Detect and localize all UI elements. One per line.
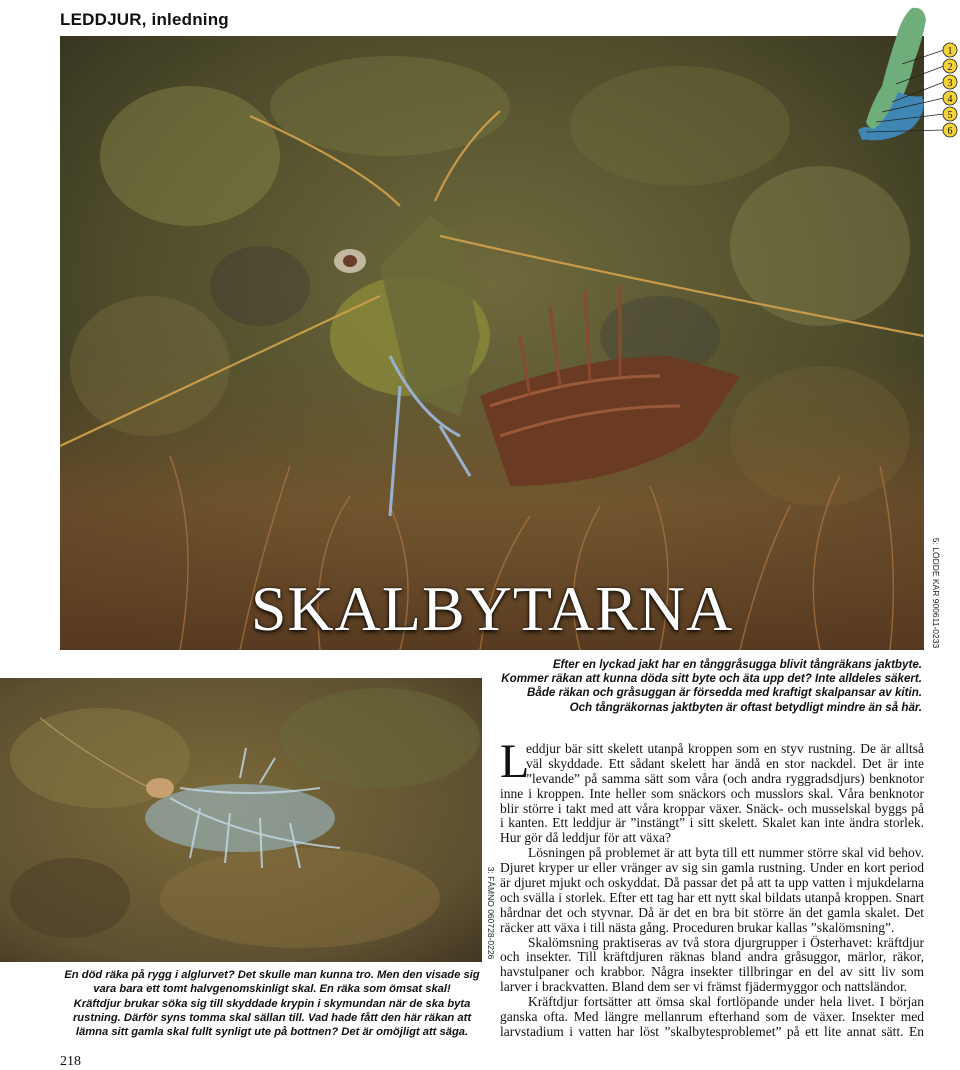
caption-line: lämna sitt gamla skal fullt synligt ute på bottnen? Det är omöjligt att säga.	[75, 1026, 469, 1039]
article-body	[500, 735, 924, 1040]
map-label-3: 3	[947, 78, 953, 89]
shrimp-shell-image	[0, 678, 482, 962]
body-line: och insekter. Till kräftdjuren räknas bland andra gråsuggor, märlor, räkor,	[500, 949, 924, 965]
body-line: inne i kroppen. Inte heller som snäckors och musslors skal. Våra benknotor	[500, 785, 924, 801]
body-line: väl skyddade. Ett sådant skelett har ändå en stor nackdel. Det är inte	[526, 755, 924, 771]
body-line: blir större i takt med att våra kroppar växer. Snäck- och musselskal byggs på	[500, 800, 924, 816]
headline: SKALBYTARNA	[250, 573, 734, 644]
caption-line: rustning. Därför syns tomma skal sällan till. Vad hade fått den här räkan att	[72, 1011, 472, 1024]
secondary-photo	[0, 678, 482, 962]
drop-cap: L	[500, 735, 530, 788]
body-line: larvstadium i vatten har löst ”skalbytesproblemet” på ett lite annat sätt. En	[500, 1023, 924, 1039]
secondary-photo-credit-text: 3: FÅMNO 060728-0226	[486, 866, 496, 960]
body-line: hårdnar det och styvnar. Då är det en bra bit större än det gamla skalet. Det	[500, 904, 924, 920]
body-line: Skalömsning praktiseras av två stora djurgrupper i Österhavet: kräftdjur	[528, 934, 924, 950]
body-line: ganska ofta. Med längre mellanrum efterhand som de växer. Insekter med	[500, 1009, 924, 1025]
shrimp-eating-isopod-image	[60, 36, 924, 650]
caption-line: Kräftdjur brukar söka sig till skyddade krypin i skymundan när de ska byta	[73, 997, 471, 1010]
locator-map	[852, 2, 958, 152]
map-label-2: 2	[947, 62, 953, 73]
section-title: LEDDJUR, inledning	[60, 10, 229, 29]
body-line: Kräftdjur fortsätter att ömsa skal fortlöpande under hela livet. I början	[528, 994, 924, 1010]
body-line: havstulpaner och krabbor. Några insekter tillbringar en del av sitt liv som	[500, 964, 924, 980]
body-line: ”levande” på samma sätt som våra (och andra ryggradsdjurs) benknotor	[526, 770, 924, 786]
map-graphic	[852, 2, 958, 152]
map-label-1: 1	[947, 46, 953, 57]
map-label-5: 5	[947, 110, 953, 121]
body-line: Hur gör då leddjur för att växa?	[500, 830, 671, 846]
body-line: i kanten. Ett leddjur är ”instängt” i sitt skelett. Skalet kan inte ändra storlek.	[500, 815, 924, 831]
body-line: är djuret mjukt och oskyddat. Då passar det på att ta upp vatten i mjukdelarna	[500, 875, 924, 891]
secondary-photo-credit	[484, 860, 494, 970]
body-line: eddjur bär sitt skelett utanpå kroppen som en styv rustning. De är alltså	[526, 741, 924, 756]
caption-line: Och tångräkornas jaktbyten är oftast betydligt mindre än så här.	[569, 700, 922, 714]
main-photo	[60, 36, 924, 650]
body-line: och svälla i storlek. Efter ett tag har ett nytt skal bildats utanpå kroppen. Snart	[500, 889, 924, 905]
body-line: räcker att växa i till nästa gång. Proceduren brukar kallas ”skalömsning”.	[500, 919, 895, 935]
caption-line: En död räka på rygg i alglurvet? Det skulle man kunna tro. Men den visade sig	[64, 969, 480, 981]
main-photo-credit	[928, 537, 941, 650]
caption-line: Efter en lyckad jakt har en tånggråsugga blivit tångräkans jaktbyte.	[552, 658, 922, 671]
body-line: Djuret kryper ur eller vränger av sig sin gamla rustning. Under en kort period	[500, 860, 924, 876]
page-number: 218	[60, 1054, 81, 1069]
main-photo-credit-text: 5: LÖDDE KAR 900611-0233	[931, 537, 941, 649]
secondary-photo-caption	[60, 968, 484, 1039]
map-label-4: 4	[947, 94, 953, 105]
caption-line: vara bara ett tomt halvgenomskinligt skal. En räka som ömsat skal!	[93, 983, 451, 996]
main-photo-caption	[470, 658, 922, 715]
caption-line: Både räkan och gråsuggan är försedda med kraftigt skalpansar av kitin.	[527, 686, 922, 700]
caption-line: Kommer räkan att kunna döda sitt byte och äta upp det? Inte alldeles säkert.	[501, 672, 922, 686]
map-label-6: 6	[947, 126, 953, 137]
body-line: larver i brackvatten. Bland dem ser vi främst fjädermyggor och nattsländor.	[500, 979, 908, 995]
body-line: Lösningen på problemet är att byta till ett nummer större skal vid behov.	[528, 845, 924, 861]
